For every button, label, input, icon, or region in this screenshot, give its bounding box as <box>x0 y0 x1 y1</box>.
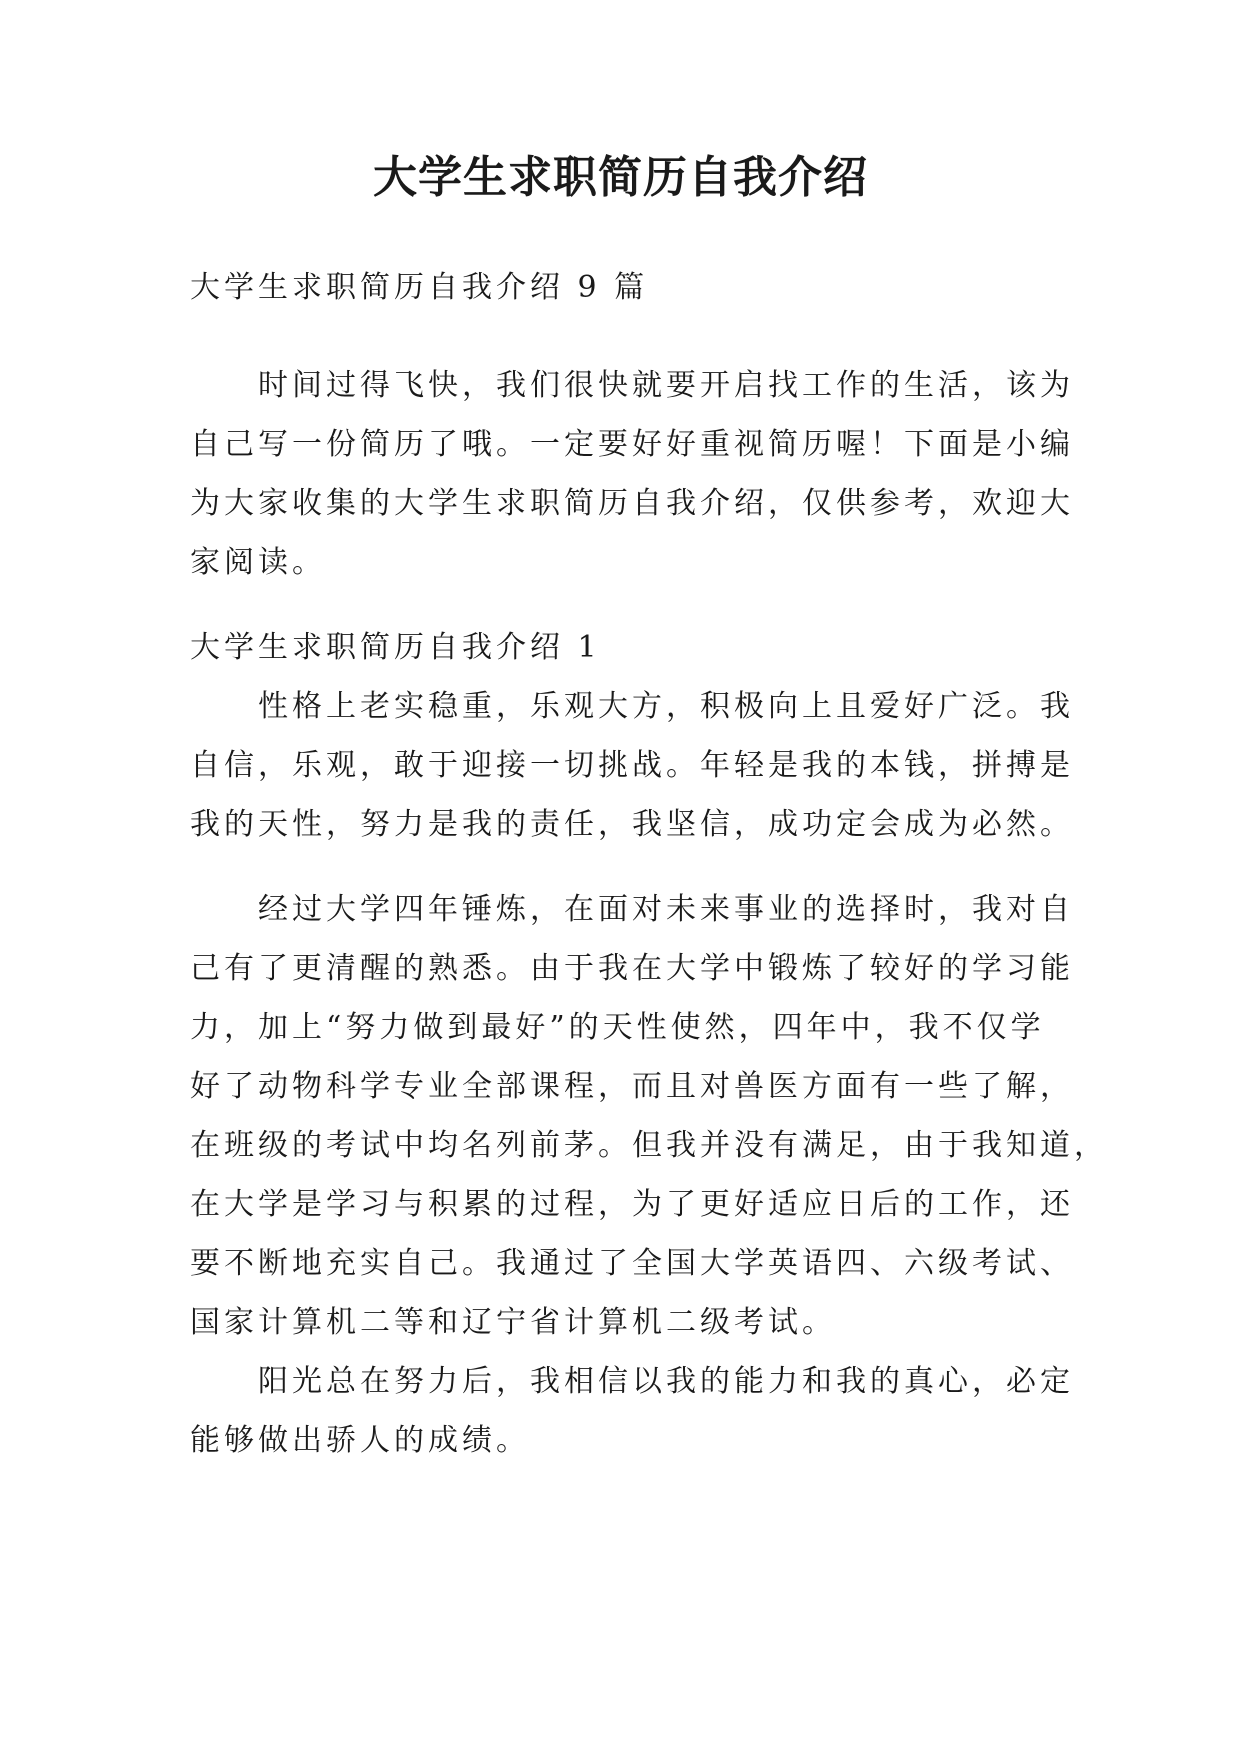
intro-paragraph <box>190 356 1074 592</box>
paragraph-line: 自信，乐观，敢于迎接一切挑战。年轻是我的本钱，拼搏是 <box>190 748 1074 783</box>
document-subtitle <box>190 258 1070 317</box>
section1-heading <box>190 618 1070 677</box>
intro-line: 时间过得飞快，我们很快就要开启找工作的生活，该为 <box>258 368 1074 403</box>
intro-line: 为大家收集的大学生求职简历自我介绍，仅供参考，欢迎大 <box>190 486 1074 521</box>
paragraph-line: 我的天性，努力是我的责任，我坚信，成功定会成为必然。 <box>190 807 1074 842</box>
subtitle-line: 大学生求职简历自我介绍 9 篇 <box>190 270 649 305</box>
paragraph-line: 经过大学四年锤炼，在面对未来事业的选择时，我对自 <box>258 892 1074 927</box>
paragraph-line: 性格上老实稳重，乐观大方，积极向上且爱好广泛。我 <box>258 689 1074 724</box>
paragraph-line: 阳光总在努力后，我相信以我的能力和我的真心，必定 <box>258 1364 1074 1399</box>
paragraph-line: 在班级的考试中均名列前茅。但我并没有满足，由于我知道， <box>190 1128 1108 1163</box>
paragraph-line: 己有了更清醒的熟悉。由于我在大学中锻炼了较好的学习能 <box>190 951 1074 986</box>
section1-heading-line: 大学生求职简历自我介绍 1 <box>190 630 601 665</box>
section1-paragraph-2 <box>190 880 1108 1352</box>
document-title: 大学生求职简历自我介绍 <box>373 152 868 203</box>
paragraph-line: 在大学是学习与积累的过程，为了更好适应日后的工作，还 <box>190 1187 1074 1222</box>
paragraph-line: 能够做出骄人的成绩。 <box>190 1423 530 1458</box>
paragraph-line: 要不断地充实自己。我通过了全国大学英语四、六级考试、 <box>190 1246 1074 1281</box>
section1-paragraph-3 <box>190 1352 1074 1470</box>
paragraph-line: 好了动物科学专业全部课程，而且对兽医方面有一些了解， <box>190 1069 1074 1104</box>
paragraph-line: 国家计算机二等和辽宁省计算机二级考试。 <box>190 1305 836 1340</box>
paragraph-line: 力，加上“努力做到最好”的天性使然，四年中，我不仅学 <box>190 1010 1045 1045</box>
intro-line: 自己写一份简历了哦。一定要好好重视简历喔！下面是小编 <box>190 427 1074 462</box>
intro-line: 家阅读。 <box>190 545 326 580</box>
section1-paragraph-1 <box>190 677 1074 854</box>
